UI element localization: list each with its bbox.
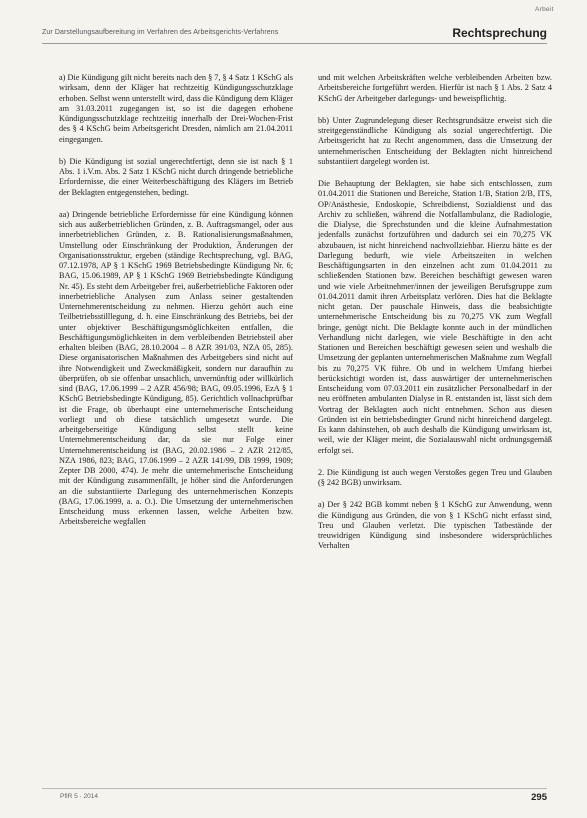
paragraph: Die Behauptung der Beklagten, sie habe sich entschlossen, zum 01.04.2011 die Stationen und Bereiche, Station 1/B, Station 2/B, ITS, OP/Anästhesie, Endoskopie, Schreibdienst, Sozialdienst und das Archiv zu schließen, während die Notfallambulanz, die Radiologie, die Dialyse, die Sprechstunden und die kleine Aufnahmestation jedenfalls zunächst fortzuführen und dadurch sei ein 70,275 VK abzubauen, ist nicht hinreichend nachvollziehbar. Hierzu hätte es der Darlegung bedurft, wie viele Arbeitszeiten in welchen Beschäftigungsarten in den einzelnen acht zum 01.04.2011 zu schließenden Stationen bzw. Bereichen beschäftigt gewesen waren und wie viele Arbeitnehmer/innen der jeweiligen Berufsgruppe zum 01.04.2011 damit ihren Arbeitsplatz verlören. Dies hat die Beklagte nicht getan. Der pauschale Hinweis, dass die beabsichtigte unternehmerische Entscheidung bis zu 70,275 VK zum Wegfall bringe, genügt nicht. Die Beklagte konnte auch in der mündlichen Verhandlung nicht darlegen, wie viele Beschäftigte in den acht Stationen und Bereichen beschäftigt gewesen seien und weshalb die Umsetzung der geplanten unternehmerischen Maßnahme zum Wegfall bis zu 70,275 VK führe. Ob und in welchem Umfang hierbei berücksichtigt worden ist, dass auswärtiger der unternehmerischen Entscheidung vom 07.03.2011 ein zusätzlicher Personalbedarf in der neu eröffneten ambulanten Dialyse in R. entstanden ist, lässt sich dem Vortrag der Beklagten auch nicht entnehmen. Schon aus diesen Gründen ist ein betriebsbedingter Grund nicht hinreichend dargelegt. Es kann dahinstehen, ob auch deshalb die Kündigung unwirksam ist, weil, wie der Kläger meint, die Sozialauswahl nicht ordnungsgemäß erfolgt sei. [318, 179, 552, 455]
paragraph: aa) Dringende betriebliche Erfordernisse für eine Kündigung können sich aus außerbetrieblichen Gründen, z. B. Auftragsmangel, oder aus innerbetrieblichen Gründen, z. B. Rationalisierungsmaßnahmen, Umstellung oder Einschränkung der Produktion, Änderungen der Organisationsstruktur, ergeben (ständige Rechtsprechung, vgl. BAG, 07.12.1978, AP § 1 KSchG 1969 Betriebsbedingte Kündigung Nr. 6; BAG, 15.06.1989, AP § 1 KSchG 1969 Betriebsbedingte Kündigung Nr. 45). Es steht dem Arbeitgeber frei, außerbetriebliche Faktoren oder innerbetriebliche Analysen zum Anlass seiner gestaltenden Unternehmerentscheidung zu nehmen. Hierzu gehört auch eine Teilbetriebsstilllegung, d. h. eine Einschränkung des Betriebs, bei der unter objektiver Beschäftigungsmöglichkeiten entfallen, die Beschäftigungsmöglichkeiten in dem verbleibenden Betriebsteil aber erhalten bleiben (BAG, 28.10.2004 – 8 AZR 391/03, NZA 05, 285). Diese organisatorischen Maßnahmen des Arbeitgebers sind nicht auf ihre Notwendigkeit und Zweckmäßigkeit, sondern nur daraufhin zu überprüfen, ob sie offenbar unsachlich, unvernünftig oder willkürlich sind (BAG, 17.06.1999 – 2 AZR 456/98; BAG, 09.05.1996, EzA § 1 KSchG Betriebsbedingte Kündigung, 85). Gerichtlich vollnachprüfbar ist die Frage, ob überhaupt eine unternehmerische Entscheidung vorliegt und ob diese tatsächlich umgesetzt wurde. Die arbeitgeberseitige Kündigung selbst stellt keine Unternehmerentscheidung dar, da sie nur Folge einer Unternehmerentscheidung ist (BAG, 20.02.1986 – 2 AZR 212/85, NZA 1986, 823; BAG, 17.06.1999 – 2 AZR 141/99, DB 1999, 1909; Zepter DB 2000, 474). Je mehr die unternehmerische Entscheidung mit der Kündigung zusammenfällt, je höher sind die Anforderungen an die substantiierte Darlegung des unternehmerischen Konzepts (BAG, 17.06.1999, a. a. O.). Die Umsetzung der unternehmerischen Entscheidung muss erkennen lassen, welche Arbeiten bzw. Arbeitsbereiche wegfallen [59, 209, 293, 527]
paragraph: und mit welchen Arbeitskräften welche verbleibenden Arbeiten bzw. Arbeitsbereiche fortgeführt werden. Hierfür ist nach § 1 Abs. 2 Satz 4 KSchG der Arbeitgeber darlegungs- und beweispflichtig. [318, 73, 552, 103]
running-title: Zur Darstellungsaufbereitung im Verfahren des Arbeitsgerichts-Verfahrens [42, 29, 279, 36]
journal-reference: PflR 5 · 2014 [60, 793, 98, 800]
section-title: Rechtsprechung [452, 26, 547, 40]
paragraph: a) Die Kündigung gilt nicht bereits nach den § 7, § 4 Satz 1 KSchG als wirksam, denn der Kläger hat rechtzeitig Kündigungsschutzklage erhoben. Selbst wenn unterstellt wird, dass die Kündigung dem Kläger am 31.03.2011 zugegangen ist, so ist die dagegen erhobene Kündigungsschutzklage rechtzeitig innerhalb der Drei-Wochen-Frist des § 4 KSchG beim Arbeitsgericht Dresden, nämlich am 21.04.2011 eingegangen. [59, 73, 293, 144]
paragraph: b) Die Kündigung ist sozial ungerechtfertigt, denn sie ist nach § 1 Abs. 1 i.V.m. Abs. 2 Satz 1 KSchG nicht durch dringende betriebliche Erfordernisse, die einer Weiterbeschäftigung des Klägers im Betrieb der Beklagten entgegenstehen, bedingt. [59, 156, 293, 197]
paragraph: a) Der § 242 BGB kommt neben § 1 KSchG zur Anwendung, wenn die Kündigung aus Gründen, die von § 1 KSchG nicht erfasst sind, Treu und Glauben verletzt. Die typischen Tatbestände der treuwidrigen Kündigung sind insbesondere widersprüchliches Verhalten [318, 500, 552, 551]
running-header [42, 25, 547, 44]
right-column [318, 73, 552, 564]
section-tag: Arbeit [535, 6, 554, 13]
paragraph: bb) Unter Zugrundelegung dieser Rechtsgrundsätze erweist sich die streitgegenständliche Kündigung als sozial ungerechtfertigt. Die Arbeitsgericht hat zu Recht angenommen, dass die Umsetzung der unternehmerischen Entscheidung der Beklagten nicht hinreichend substantiiert dargelegt worden ist. [318, 115, 552, 166]
paragraph: 2. Die Kündigung ist auch wegen Verstoßes gegen Treu und Glauben (§ 242 BGB) unwirksam. [318, 467, 552, 487]
page-footer [42, 788, 547, 803]
page-number: 295 [531, 792, 547, 803]
left-column [59, 73, 293, 540]
